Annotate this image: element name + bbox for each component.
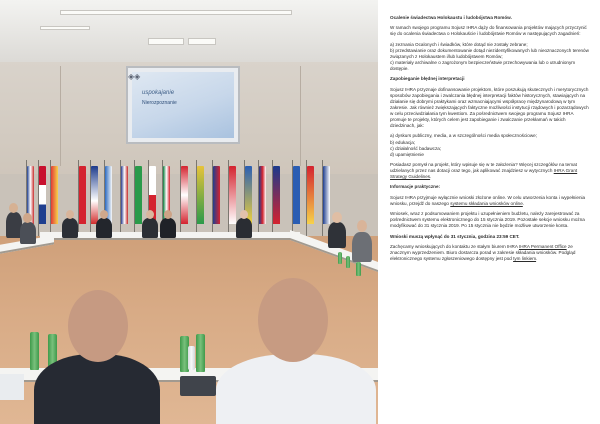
- online-system-link[interactable]: systemu składania wniosków online: [450, 200, 523, 206]
- flag: [293, 166, 300, 224]
- list: [390, 133, 590, 157]
- attendee: [142, 218, 158, 238]
- attendee: [96, 218, 112, 238]
- water-bottle: [338, 252, 342, 264]
- flag: [39, 166, 46, 224]
- document-panel: [378, 0, 600, 424]
- ceiling-light: [60, 10, 292, 15]
- list-item: b) przedstawianie oraz dokumentowanie dotąd niezidentyfikowanych lub nieoznaczonych terenów związanych z Holokaustem i/lub ludobójstwem Romów;: [390, 47, 589, 59]
- foreground-attendee-head: [68, 290, 128, 362]
- ceiling-light: [40, 26, 90, 30]
- list: [390, 42, 590, 72]
- flag: [51, 166, 58, 224]
- paragraph: Wniosek, wraz z podsumowaniem projektu i uzupełnieniem budżetu, należy zarejestrować za pośrednictwem systemu elektronicznego do 15 stycznia 2019. Pozostałe sekcje wniosku można modyfikować do 31 stycznia 2019. Po 15 stycznia nie będzie możliwe utworzenie konta.: [390, 211, 585, 229]
- paragraph: W ramach swojego programu Sojusz IHRA dąży do finansowania projektów mających przyczynić się do ocalenia świadectwa o Holokauście i ludobójstwie Romów w następujących zagadnień:: [390, 25, 587, 37]
- foreground-attendee: [216, 354, 376, 424]
- wall-panel: [60, 66, 61, 166]
- paragraph-text: ze znacznym wyprzedzeniem. Biuro dostarcza porad w zakresie składania wniosków. Podgląd elektronicznego systemu zgłoszeniowego dostępny jest pod: [390, 243, 576, 262]
- paragraph-text: Zachęcamy wnioskujących do kontaktu ze stałym biurem IHRA: [390, 243, 518, 249]
- flag: [135, 166, 142, 224]
- paper-notes: [0, 374, 24, 400]
- attendee: [20, 222, 36, 244]
- flag: [79, 166, 86, 224]
- paragraph: Sojusz IHRA przyjmuje wyłącznie wnioski złożone online. W celu utworzenia konta i wypełnienia wniosku, przejdź do naszego systemu składania wniosków online.: [390, 194, 586, 206]
- list-item: c) działalność badawcza;: [390, 145, 442, 151]
- foreground-attendee: [34, 354, 160, 424]
- list-item: c) materiały archiwalne o zagrożonym bezpieczeństwie przechowywania lub o utrudnionym dostępie.: [390, 59, 576, 72]
- foreground-attendee-head: [258, 278, 328, 362]
- attendee-head: [9, 203, 18, 213]
- paragraph: Sojusz IHRA przyznaje dofinansowanie projektom, które poszukują skutecznych i merytorycznych sposobów zapobiegania i zwalczania błędnej interpretacji faktów historycznych, stawiających na działanie się dobrymi praktykami oraz wzmacniającymi współpracę międzynarodową w tym zakresie. Jak również zwiększających faktyczne możliwości instytucji rządowych i pozarządowych w celu przeciwdziałania tym kwestiom. Za pośrednictwem swojego programu Sojusz IHRA promuje te projekty, których celem jest zapobieganie i zwalczanie przekłamań w takich dziedzinach, jak:: [390, 86, 589, 129]
- wall-panel: [300, 66, 301, 166]
- attendee-head: [357, 220, 367, 232]
- section-title: Zapobieganie błędnej interpretacji: [390, 76, 465, 82]
- permanent-office-link[interactable]: IHRA Permanent Office: [518, 243, 567, 249]
- deadline-text: Wnioski muszą wpłynąć do 31 stycznia, godzina 23:59 CET.: [390, 233, 520, 239]
- attendee-head: [146, 210, 154, 219]
- attendee: [62, 218, 78, 238]
- list-item: b) edukacja;: [390, 139, 416, 145]
- water-bottle: [356, 262, 361, 276]
- list-item: d) upamiętnienie: [390, 151, 424, 157]
- ceiling-light: [148, 38, 184, 45]
- flag: [197, 166, 204, 224]
- water-bottle: [30, 332, 39, 370]
- list-item: a) dyskurs publiczny, media, a w szczególności media społecznościowe;: [390, 133, 537, 139]
- attendee-head: [100, 210, 108, 219]
- microphone-base: [180, 376, 216, 396]
- flag: [181, 166, 188, 224]
- ceiling-light: [188, 38, 216, 45]
- glass: [188, 346, 195, 370]
- attendee-head: [240, 210, 248, 219]
- attendee: [236, 218, 252, 238]
- flag: [121, 166, 128, 224]
- attendee-head: [66, 210, 74, 219]
- preview-link[interactable]: tym linkiem: [513, 256, 537, 262]
- attendee: [160, 218, 176, 238]
- attendee: [352, 232, 372, 262]
- flag: [307, 166, 314, 224]
- flag: [91, 166, 98, 224]
- guidelines-link[interactable]: IHRA Grant Strategy Guidelines: [390, 168, 578, 180]
- attendee-head: [164, 210, 172, 219]
- projection-slide: [132, 72, 234, 138]
- attendee: [328, 222, 346, 248]
- projection-screen: [126, 66, 240, 144]
- document-text: [390, 15, 590, 266]
- flag: [229, 166, 236, 224]
- flag: [273, 166, 280, 224]
- water-bottle: [346, 256, 350, 268]
- ceiling: [0, 0, 378, 62]
- flag: [259, 166, 266, 224]
- paragraph: Zachęcamy wnioskujących do kontaktu ze stałym biurem IHRA IHRA Permanent Office ze znacznym wyprzedzeniem. Biuro dostarcza porad w zakresie składania wniosków. Podgląd elektronicznego systemu zgłoszeniowego dostępny jest pod tym linkiem.: [390, 243, 576, 262]
- slide-subtitle: Nierozpoznanie: [142, 100, 177, 106]
- section-title: Ocalenie świadectwa Holokaustu i ludobójstwa Romów.: [390, 15, 512, 20]
- flag: [323, 166, 330, 224]
- attendee-head: [23, 213, 32, 223]
- section-title: Informacje praktyczne:: [390, 184, 441, 190]
- ihra-logo-icon: ◈◈: [128, 72, 141, 81]
- paragraph: Posiadasz pomysł na projekt, który wpisuje się w te założenia? Więcej szczegółów na temat udzielanych przez nas dotacji oraz tego, jak aplikować znajdziesz w wytycznych IHRA Grant Strategy Guidelines.: [390, 162, 578, 180]
- attendee-head: [332, 212, 342, 223]
- paragraph-text: Sojusz IHRA przyjmuje wyłącznie wnioski złożone online. W celu utworzenia konta i wypełnienia wniosku, przejdź do naszego: [390, 194, 586, 206]
- flag: [213, 166, 220, 224]
- water-bottle: [196, 334, 205, 372]
- list-item: a) zeznania Ocalonych i świadków, które dotąd nie zostały zebrane;: [390, 41, 528, 47]
- slide-title: uspokajanie: [142, 90, 175, 96]
- paragraph-text: Posiadasz pomysł na projekt, który wpisuje się w te założenia? Więcej szczegółów na temat udzielanych przez nas dotacji oraz tego, jak aplikować znajdziesz w wytycznych: [390, 162, 577, 174]
